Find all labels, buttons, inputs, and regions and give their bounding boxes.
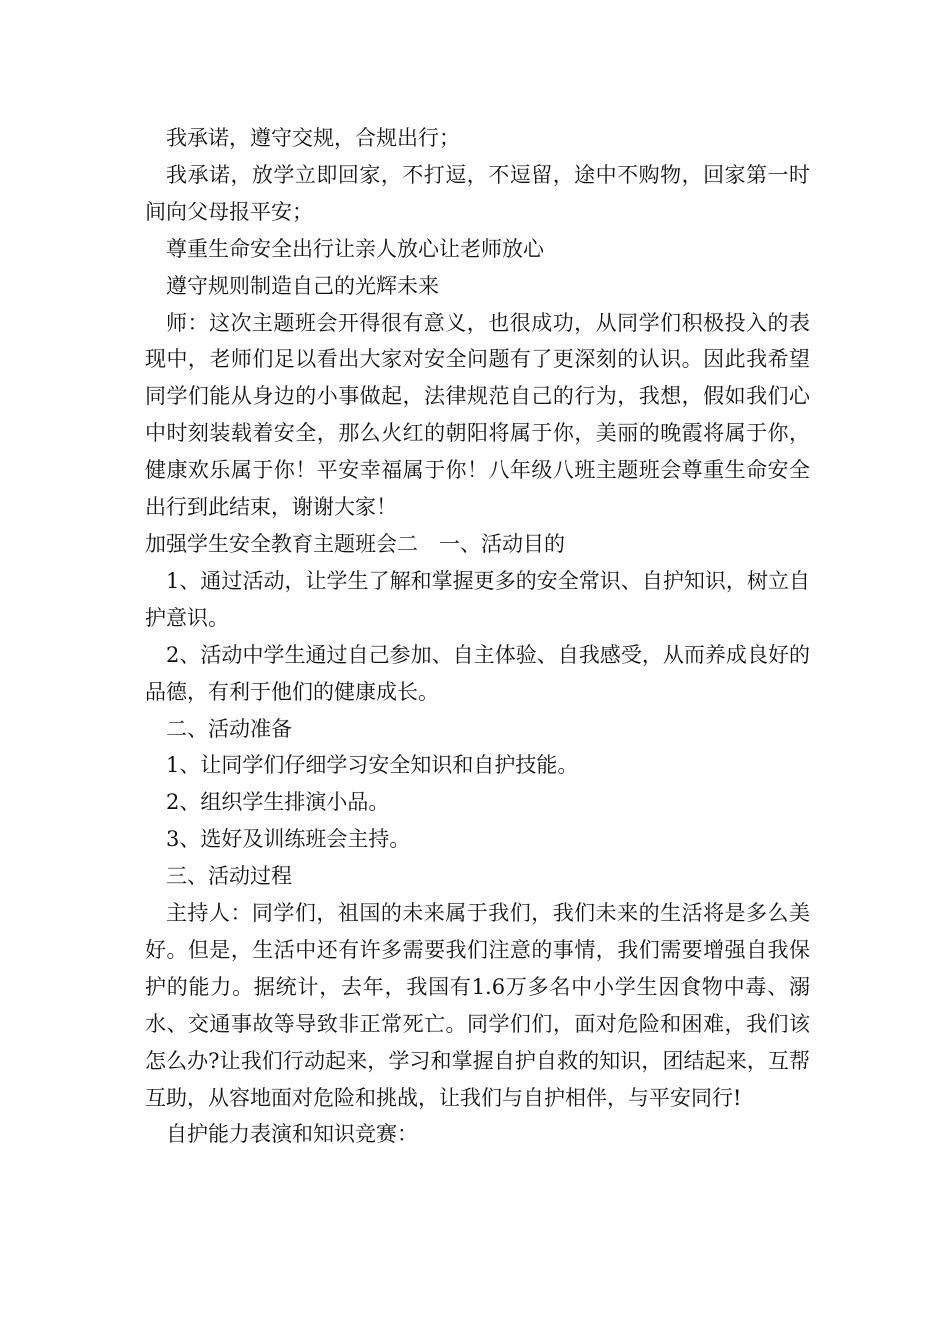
paragraph-prep-two: 2、组织学生排演小品。 (166, 790, 390, 815)
paragraph-host-speech: 主持人：同学们，祖国的未来属于我们，我们未来的生活将是多么美好。但是，生活中还有许多需要我们注意的事情，我们需要增强自我保护的能力。据统计，去年，我国有1.6万多名中小学生因食物中毒、溺水、交通事故等导致非正常死亡。同学们们，面对危险和困难，我们该怎么办?让我们行动起来，学习和掌握自护自救的知识，团结起来，互帮互助，从容地面对危险和挑战，让我们与自护相伴，与平安同行! (145, 901, 810, 1110)
section-heading-class-meeting-two: 加强学生安全教育主题班会二 一、活动目的 (145, 531, 565, 556)
document-page (145, 120, 810, 1153)
paragraph-prep-one: 1、让同学们仔细学习安全知识和自护技能。 (166, 753, 579, 778)
paragraph-prep-three: 3、选好及训练班会主持。 (166, 827, 411, 852)
paragraph-goal-two: 2、活动中学生通过自己参加、自主体验、自我感受，从而养成良好的品德，有利于他们的健康成长。 (145, 642, 810, 704)
paragraph-slogan-follow-rules: 遵守规则制造自己的光辉未来 (166, 273, 439, 298)
paragraph-competition: 自护能力表演和知识竞赛： (166, 1122, 418, 1147)
paragraph-slogan-respect-life: 尊重生命安全出行让亲人放心让老师放心 (166, 236, 544, 261)
paragraph-goal-one: 1、通过活动，让学生了解和掌握更多的安全常识、自护知识，树立自护意识。 (145, 568, 810, 630)
section-heading-process: 三、活动过程 (166, 864, 292, 889)
paragraph-teacher-summary: 师：这次主题班会开得很有意义，也很成功，从同学们积极投入的表现中，老师们足以看出大家对安全问题有了更深刻的认识。因此我希望同学们能从身边的小事做起，法律规范自己的行为，我想，假如我们心中时刻装载着安全，那么火红的朝阳将属于你，美丽的晚霞将属于你，健康欢乐属于你！平安幸福属于你！八年级八班主题班会尊重生命安全出行到此结束，谢谢大家！ (145, 310, 810, 520)
paragraph-promise-traffic: 我承诺，遵守交规，合规出行； (166, 126, 460, 150)
section-heading-preparation: 二、活动准备 (166, 716, 292, 741)
paragraph-promise-home: 我承诺，放学立即回家，不打逗，不逗留，途中不购物，回家第一时间向父母报平安； (145, 162, 810, 224)
